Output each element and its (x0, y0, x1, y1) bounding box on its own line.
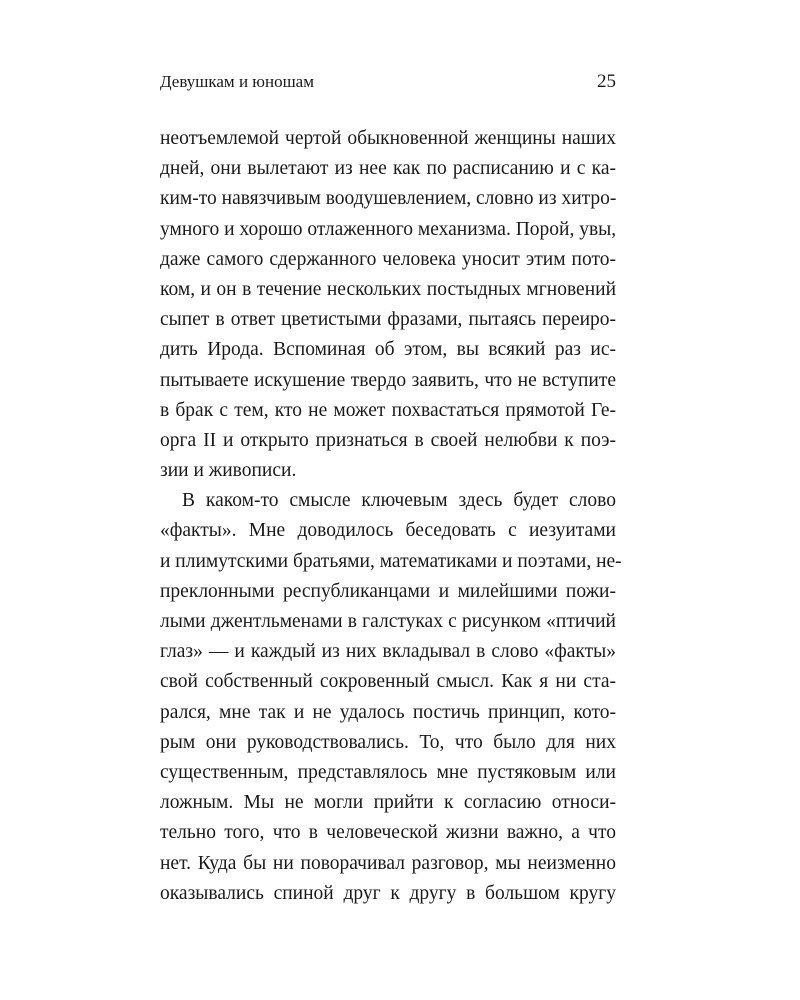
paragraph-first-line: В каком-то смысле ключевым здесь будет слово (182, 490, 616, 512)
text-line: сыпет в ответ цветистыми фразами, пытаясь переиро- (160, 309, 616, 331)
text-line: ким-то навязчивым воодушевлением, словно из хитро- (160, 188, 617, 210)
text-line: свой собственный сокровенный смысл. Как я ни ста- (160, 671, 616, 693)
text-line: оказывались спиной друг к другу в большом кругу (160, 882, 616, 904)
text-line: ком, и он в течение нескольких постыдных мгновений (160, 278, 616, 300)
text-line: даже самого сдержанного человека уносит этим пото- (160, 248, 616, 270)
text-line: и плимутскими братьями, математиками и поэтами, не- (160, 550, 622, 572)
text-line: лыми джентльменами в галстуках с рисунком «птичий (160, 611, 616, 632)
text-line: рым они руководствовались. То, что было для них (160, 731, 616, 753)
text-line: дней, они вылетают из нее как по расписанию и с ка- (160, 158, 616, 180)
page-number: 25 (597, 71, 616, 92)
text-line: преклонными республиканцами и милейшими пожи- (160, 580, 616, 602)
text-line: «факты». Мне доводилось беседовать с иезуитами (160, 520, 616, 542)
text-line: неотъемлемой чертой обыкновенной женщины наших (160, 128, 616, 149)
text-line: рался, мне так и не удалось постичь принцип, кото- (160, 701, 616, 723)
text-line: умного и хорошо отлаженного механизма. Порой, увы, (160, 218, 617, 240)
text-line: пытываете искушение твердо заявить, что не вступите (160, 369, 616, 391)
running-header (160, 70, 616, 94)
text-line: дить Ирода. Вспоминая об этом, вы всякий раз ис- (160, 339, 616, 361)
text-line: орга II и открыто признаться в своей нелюбви к поэ- (160, 429, 616, 451)
text-line: в брак с тем, кто не может похвастаться прямотой Ге- (160, 399, 616, 421)
text-line: тельно того, что в человеческой жизни важно, а что (160, 822, 616, 844)
text-line: нет. Куда бы ни поворачивал разговор, мы неизменно (160, 852, 616, 874)
running-title: Девушкам и юношам (160, 72, 314, 91)
text-line: ложным. Мы не могли прийти к согласию относи- (160, 792, 616, 814)
body-text (160, 124, 622, 909)
text-line: глаз» — и каждый из них вкладывал в слово «факты» (160, 641, 616, 663)
paragraph-end-line: зии и живописи. (160, 460, 297, 482)
text-line: существенным, представлялось мне пустяковым или (160, 761, 616, 783)
